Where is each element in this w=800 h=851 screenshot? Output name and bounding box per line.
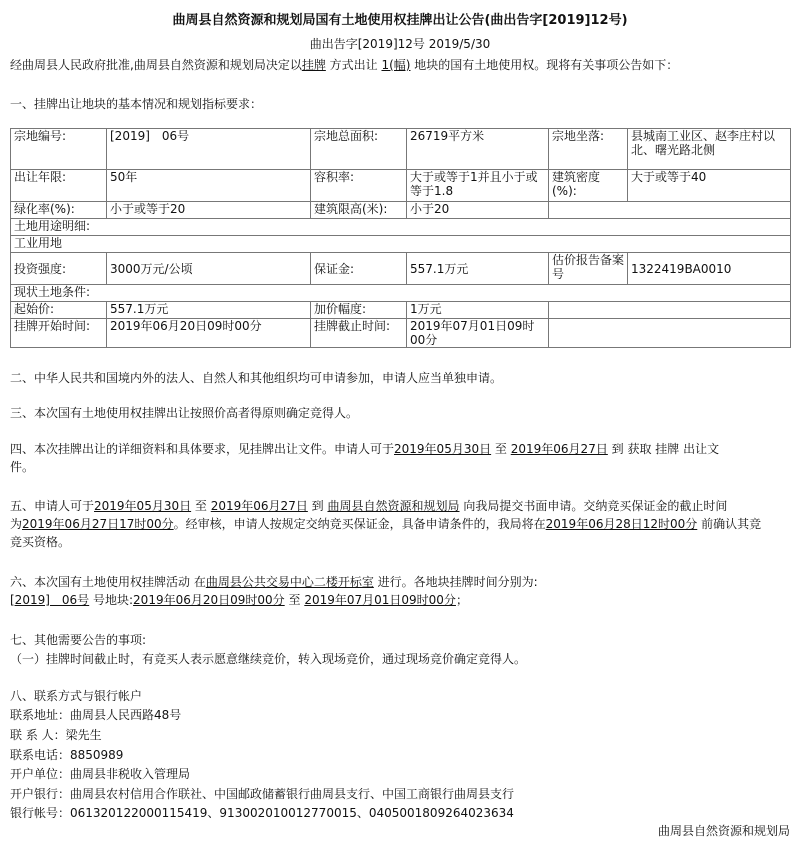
intro-text: 经曲周县人民政府批准,曲周县自然资源和规划局决定以 <box>10 58 302 72</box>
label-plot-ratio: 容积率: <box>311 170 407 202</box>
table-row <box>11 253 791 285</box>
section-4-text: 四、本次挂牌出让的详细资料和具体要求，见挂牌出让文件。申请人可于 <box>10 442 395 456</box>
label-bid-increment: 加价幅度: <box>311 302 407 319</box>
account-unit: 开户单位：曲周县非税收入管理局 <box>10 767 191 781</box>
value-valuation-report-number: 1322419BA0010 <box>628 253 791 285</box>
section-2: 二、中华人民共和国境内外的法人、自然人和其他组织均可申请参加，申请人应当单独申请。 <box>10 371 503 385</box>
confirm-deadline: 2019年06月28日12时00分 <box>545 517 698 531</box>
section-4-text-end: 件。 <box>10 460 35 474</box>
value-location: 县城南工业区、赵李庄村以北、曙光路北侧 <box>628 129 791 170</box>
account-number: 银行帐号：061320122000115419、913002010012770015、0405001809264023634 <box>10 806 514 820</box>
value-listing-end: 2019年07月01日09时00分 <box>407 319 549 348</box>
notice-number-date: 曲出告字[2019]12号 2019/5/30 <box>309 37 491 51</box>
label-land-condition: 现状土地条件: <box>11 285 791 302</box>
doc-start-date: 2019年05月30日 <box>394 442 492 456</box>
apply-start-date: 2019年05月30日 <box>94 499 192 513</box>
label-investment-intensity: 投资强度: <box>11 253 107 285</box>
section-5-text: 五、申请人可于 <box>10 499 95 513</box>
contact-address: 联系地址：曲周县人民西路48号 <box>10 708 182 722</box>
value-investment-intensity: 3000万元/公顷 <box>107 253 311 285</box>
section-1-heading: 一、挂牌出让地块的基本情况和规划指标要求： <box>10 97 263 111</box>
label-deposit: 保证金: <box>311 253 407 285</box>
to-text: 至 <box>284 593 305 607</box>
section-4 <box>10 440 790 476</box>
section-6-end: ； <box>455 593 468 607</box>
parcel-label: 号地块: <box>89 593 134 607</box>
apply-end-date: 2019年06月27日 <box>210 499 308 513</box>
value-listing-start: 2019年06月20日09时00分 <box>107 319 311 348</box>
table-row <box>11 219 791 236</box>
issuer-signature: 曲周县自然资源和规划局 <box>657 824 790 838</box>
value-starting-price: 557.1万元 <box>107 302 311 319</box>
empty-cell <box>549 202 791 219</box>
value-land-use: 工业用地 <box>11 236 791 253</box>
section-7-item-1: （一）挂牌时间截止时，有竞买人表示愿意继续竞价，转入现场竞价，通过现场竞价确定竞得人。 <box>10 652 527 666</box>
label-listing-start: 挂牌开始时间: <box>11 319 107 348</box>
value-plot-ratio: 大于或等于1并且小于或等于1.8 <box>407 170 549 202</box>
label-green-rate: 绿化率(%): <box>11 202 107 219</box>
value-green-rate: 小于或等于20 <box>107 202 311 219</box>
section-5-text-mid: 向我局提交书面申请。交纳竞买保证金的截止时间 <box>459 499 728 513</box>
listing-end-date: 2019年07月01日09时00分 <box>304 593 456 607</box>
listing-venue: 曲周县公共交易中心二楼开标室 <box>205 575 374 589</box>
table-row <box>11 129 791 170</box>
section-6-text: 六、本次国有土地使用权挂牌活动 在 <box>10 575 206 589</box>
to-text: 至 <box>191 499 211 513</box>
value-bid-increment: 1万元 <box>407 302 549 319</box>
listing-start-date: 2019年06月20日09时00分 <box>133 593 285 607</box>
label-land-use-detail: 土地用途明细: <box>11 219 791 236</box>
intro-text-mid: 方式出让 <box>325 58 382 72</box>
table-row <box>11 202 791 219</box>
contact-person: 联 系 人：梁先生 <box>10 728 102 742</box>
label-total-area: 宗地总面积: <box>311 129 407 170</box>
section-6-text-end: 进行。各地块挂牌时间分别为: <box>373 575 538 589</box>
contact-phone: 联系电话：8850989 <box>10 748 124 762</box>
intro-paragraph <box>10 56 678 73</box>
section-5-text-mid2: 。经审核，申请人按规定交纳竞买保证金，具备申请条件的，我局将在 <box>173 517 546 531</box>
apply-place: 曲周县自然资源和规划局 <box>327 499 460 513</box>
empty-cell <box>549 319 791 348</box>
label-valuation-report-number: 估价报告备案号 <box>549 253 628 285</box>
label-term: 出让年限: <box>11 170 107 202</box>
section-5 <box>10 497 790 551</box>
section-7-heading: 七、其他需要公告的事项: <box>10 633 147 647</box>
section-5-wei: 为 <box>10 517 23 531</box>
label-parcel-number: 宗地编号: <box>11 129 107 170</box>
to-text: 至 <box>491 442 511 456</box>
parcel-count: 1(幅) <box>381 58 411 72</box>
table-row <box>11 302 791 319</box>
table-row <box>11 170 791 202</box>
table-row <box>11 236 791 253</box>
label-starting-price: 起始价: <box>11 302 107 319</box>
table-row <box>11 285 791 302</box>
value-deposit: 557.1万元 <box>407 253 549 285</box>
page-title: 曲周县自然资源和规划局国有土地使用权挂牌出让公告(曲出告字[2019]12号) <box>172 13 628 28</box>
label-height-limit: 建筑限高(米): <box>311 202 407 219</box>
table-row <box>11 319 791 348</box>
parcel-info-table <box>10 128 791 348</box>
value-height-limit: 小于20 <box>407 202 549 219</box>
deposit-deadline: 2019年06月27日17时00分 <box>22 517 174 531</box>
section-5-last: 竞买资格。 <box>10 535 71 549</box>
value-building-density: 大于或等于40 <box>628 170 791 202</box>
section-8-heading: 八、联系方式与银行帐户 <box>10 689 143 703</box>
to-place-text: 到 <box>307 499 328 513</box>
value-parcel-number: [2019] 06号 <box>107 129 311 170</box>
parcel-code: [2019] 06号 <box>10 593 90 607</box>
section-5-text-end: 前确认其竞 <box>697 517 762 531</box>
value-total-area: 26719平方米 <box>407 129 549 170</box>
intro-text-end: 地块的国有土地使用权。现将有关事项公告如下： <box>410 58 679 72</box>
doc-end-date: 2019年06月27日 <box>510 442 608 456</box>
transfer-method: 挂牌 <box>301 58 326 72</box>
section-3: 三、本次国有土地使用权挂牌出让按照价高者得原则确定竞得人。 <box>10 406 359 420</box>
section-6 <box>10 573 790 609</box>
label-listing-end: 挂牌截止时间: <box>311 319 407 348</box>
empty-cell <box>549 302 791 319</box>
value-term: 50年 <box>107 170 311 202</box>
label-building-density: 建筑密度(%): <box>549 170 628 202</box>
account-bank: 开户银行：曲周县农村信用合作联社、中国邮政储蓄银行曲周县支行、中国工商银行曲周县支行 <box>10 787 515 801</box>
section-4-text-mid: 到 获取 挂牌 出让文 <box>607 442 720 456</box>
label-location: 宗地坐落: <box>549 129 628 170</box>
